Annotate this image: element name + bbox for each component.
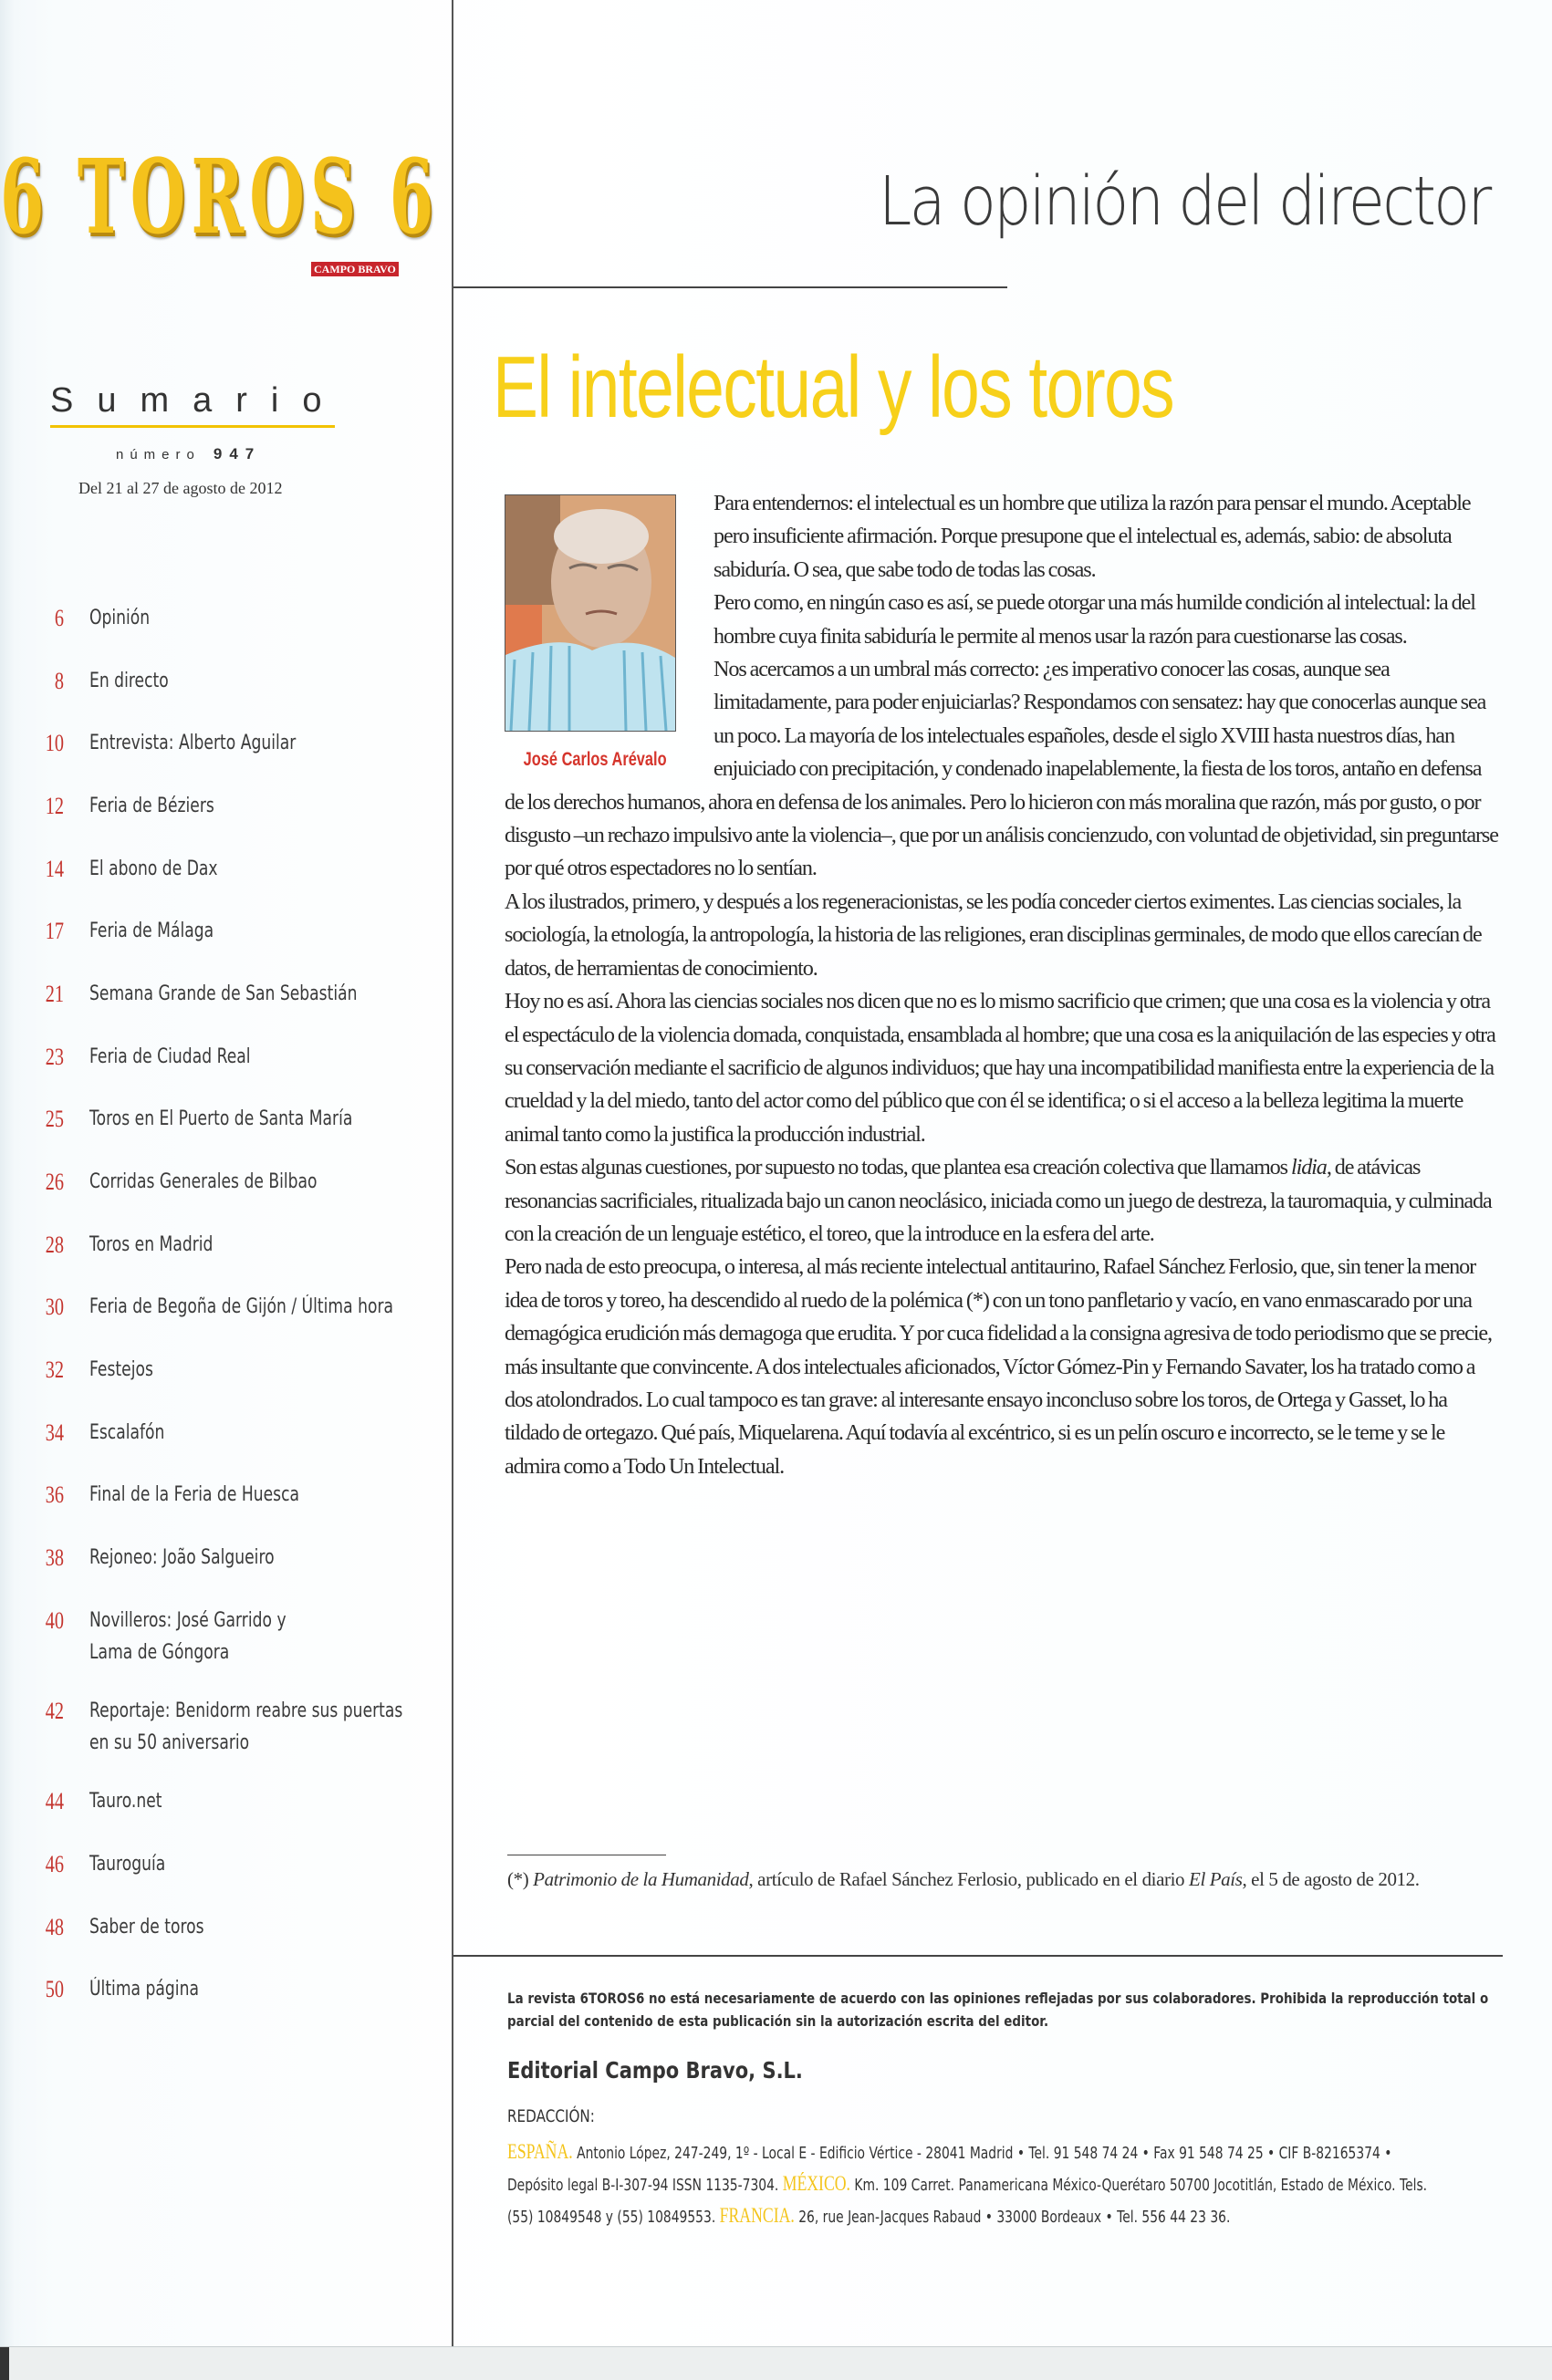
disclaimer: La revista 6TOROS6 no está necesariamente de acuerdo con las opiniones reflejadas por sus colaboradores. Prohibida la reproducción total o parcial del contenido de esta publicación sin la autorización escrita del editor. <box>507 1990 1489 2030</box>
toc-page-number: 8 <box>54 668 64 694</box>
toc-item[interactable] <box>0 981 429 1017</box>
toc-page-number: 25 <box>45 1106 64 1132</box>
toc-item[interactable] <box>0 730 429 766</box>
office-address: Antonio López, 247-249, 1º - Local E - Edificio Vértice - 28041 Madrid • Tel. 91 548 74 24 • Fax 91 548 74 25 • CIF B-82165374 • Depósito legal B-I-307-94 ISSN 1135-7304. <box>507 2144 1392 2195</box>
toc-item[interactable] <box>0 1698 429 1754</box>
article-paragraph: Hoy no es así. Ahora las ciencias sociales nos dicen que no es lo mismo sacrificio que crimen; que una cosa es la violencia y otra el espectáculo de la violencia domada, conquistada, ensamblada al hombre; que una cosa es la aniquilación de las especies y otra su conservación mediante el sacrificio de algunos individuos; que hay una incompatibilidad manifiesta entre la experiencia de la crueldad y la del miedo, tanto del actor como del público que con él se identifica; o si el acceso a la belleza legitima la muerte animal tanto como la justifica la producción industrial. <box>505 989 1495 1147</box>
section-rule <box>453 286 1007 288</box>
scan-edge-shadow <box>0 2347 9 2380</box>
toc-page-number: 46 <box>45 1851 64 1877</box>
footnote-newspaper: El País <box>1189 1868 1243 1890</box>
toc-label-continued: Lama de Góngora <box>89 1641 230 1664</box>
toc-item[interactable] <box>0 1481 429 1518</box>
toc-label: Tauro.net <box>89 1790 162 1813</box>
article-body <box>505 487 1499 1837</box>
toc-page-number: 21 <box>45 981 64 1007</box>
toc-page-number: 26 <box>45 1169 64 1195</box>
toc-label: Saber de toros <box>89 1916 204 1938</box>
toc-label: Última página <box>89 1978 199 2001</box>
toc-label: Feria de Begoña de Gijón / Última hora <box>89 1295 394 1318</box>
country-label: FRANCIA. <box>719 2204 795 2227</box>
toc-page-number: 6 <box>54 605 64 631</box>
footnote-title: Patrimonio de la Humanidad <box>533 1868 749 1890</box>
toc-page-number: 14 <box>45 856 64 882</box>
footer-rule <box>453 1955 1503 1957</box>
footnote-text: , artículo de Rafael Sánchez Ferlosio, publicado en el diario <box>748 1868 1190 1890</box>
toc-item[interactable] <box>0 1976 429 2012</box>
article-paragraph <box>505 1151 1499 1251</box>
toc-label: Corridas Generales de Bilbao <box>89 1170 318 1193</box>
toc-label: Toros en Madrid <box>89 1233 214 1256</box>
toc-label: Final de la Feria de Huesca <box>89 1483 300 1506</box>
toc-label: Escalafón <box>89 1421 165 1444</box>
toc-page-number: 48 <box>45 1914 64 1940</box>
toc-page-number: 28 <box>45 1232 64 1258</box>
article-paragraph: Pero nada de esto preocupa, o interesa, al más reciente intelectual antitaurino, Rafael Sánchez Ferlosio, que, sin tener la menor idea de toros y toreo, ha descendido al ruedo de la polémica (*) con un tono panfletario y vacío, en vano enmascarado por una demagógica erudición más demagoga que erudita. Y por cuca fidelidad a la consigna agresiva de todo periodismo que se precie, más insultante que convincente. A dos intelectuales aficionados, Víctor Gómez-Pin y Fernando Savater, los ha tratado como a dos atolondrados. Lo cual tampoco es tan grave: al interesante ensayo inconcluso sobre los toros, de Ortega y Gasset, lo ha tildado de ortegazo. Qué país, Miquelarena. Aquí todavía al excéntrico, si es un pelín oscuro e incorrecto, se le teme y se le admira como a Todo Un Intelectual. <box>505 1254 1492 1479</box>
toc-label: Semana Grande de San Sebastián <box>89 982 358 1005</box>
toc-page-number: 23 <box>45 1044 64 1070</box>
toc-page-number: 42 <box>45 1698 64 1724</box>
toc-page-number: 50 <box>45 1976 64 2002</box>
toc-label: Feria de Béziers <box>89 795 214 817</box>
toc-label: Feria de Ciudad Real <box>89 1045 251 1068</box>
paragraph-text: , de atávicas resonancias sacrificiales, ritualizada bajo un canon neoclásico, iniciada como un juego de destreza, la tauromaquia, y culminada con la creación de un lenguaje estético, el toreo, que la introduce en la esfera del arte. <box>505 1155 1492 1246</box>
article-headline: El intelectual y los toros <box>493 338 1174 436</box>
article-paragraph: Nos acercamos a un umbral más correcto: ¿es imperativo conocer las cosas, aunque sea limitadamente, para poder enjuiciarlas? Respondamos con sensatez: hay que conocerlas aunque sea un poco. La mayoría de los intelectuales españoles, desde el siglo XVIII hasta nuestros días, han enjuiciado con precipitación, y condenado inapelablemente, la fiesta de los toros, antaño en defensa de los derechos humanos, ahora en defensa de los animales. Pero lo hicieron con más moralina que razón, más por gusto, o por disgusto –un rechazo impulsivo ante la violencia–, que por un análisis concienzudo, con voluntad de objetividad, sin preguntarse por qué otros espectadores no lo sentían. <box>505 657 1498 881</box>
photo-float-spacer <box>505 487 714 777</box>
italic-term: lidia <box>1290 1155 1327 1180</box>
toc-page-number: 10 <box>45 730 64 756</box>
scan-edge <box>0 2346 1552 2380</box>
footnote <box>507 1866 1497 1892</box>
toc-item[interactable] <box>0 856 429 892</box>
toc-page-number: 40 <box>45 1607 64 1634</box>
article-paragraph: A los ilustrados, primero, y después a los regeneracionistas, se les podía conceder ciertos eximentes. Las ciencias sociales, la sociología, la etnología, la antropología, la historia de las religiones, eran disciplinas germinales, de modo que ellos carecían de datos, de herramientas de conocimiento. <box>505 889 1482 981</box>
toc-item[interactable] <box>0 1044 429 1080</box>
toc-label: Rejoneo: João Salgueiro <box>89 1546 275 1569</box>
footnote-text: , el 5 de agosto de 2012. <box>1242 1868 1420 1890</box>
toc-label: Festejos <box>89 1358 153 1381</box>
column-divider <box>452 0 453 2346</box>
toc-label-continued: en su 50 aniversario <box>89 1731 250 1754</box>
toc-item[interactable] <box>0 1169 429 1205</box>
toc-item[interactable] <box>0 1544 429 1581</box>
toc-item[interactable] <box>0 1232 429 1268</box>
toc-label: Feria de Málaga <box>89 920 214 942</box>
article-paragraph: Pero como, en ningún caso es así, se puede otorgar una más humilde condición al intelectual: la del hombre cuya finita sabiduría le permite al menos usar la razón para cuestionarse las cosas. <box>714 590 1475 649</box>
toc-page-number: 36 <box>45 1481 64 1508</box>
toc-item[interactable] <box>0 668 429 704</box>
logo-text: 6 TOROS 6 <box>0 138 440 257</box>
country-label: MÉXICO. <box>782 2172 851 2195</box>
author-name: José Carlos Arévalo <box>523 749 667 770</box>
country-label: ESPAÑA. <box>507 2140 573 2163</box>
toc-page-number: 30 <box>45 1294 64 1320</box>
toc-item[interactable] <box>0 605 429 641</box>
paragraph-text: Son estas algunas cuestiones, por supuesto no todas, que plantea esa creación colectiva que llamamos <box>505 1155 1291 1180</box>
toc-label: En directo <box>89 670 169 692</box>
sumario-title: Sumario <box>50 381 346 420</box>
office-address: Km. 109 Carret. Panamericana México-Querétaro 50700 Jocotitlán, Estado de México. Tels. (55) 10849548 y (55) 10849553. <box>507 2176 1428 2227</box>
toc-label: Opinión <box>89 607 151 629</box>
footnote-mark: (*) <box>507 1868 534 1890</box>
toc-item[interactable] <box>0 1914 429 1950</box>
toc-item[interactable] <box>0 918 429 954</box>
toc-label: Reportaje: Benidorm reabre sus puertas <box>89 1699 403 1722</box>
toc-item[interactable] <box>0 1106 429 1142</box>
issue-date: Del 21 al 27 de agosto de 2012 <box>78 479 283 497</box>
toc-item[interactable] <box>0 1294 429 1330</box>
toc-label: Toros en El Puerto de Santa María <box>89 1107 353 1130</box>
toc-page-number: 34 <box>45 1419 64 1446</box>
magazine-logo <box>0 138 440 257</box>
toc-label: Novilleros: José Garrido y <box>89 1609 286 1632</box>
office-address: 26, rue Jean-Jacques Rabaud • 33000 Bordeaux • Tel. 556 44 23 36. <box>794 2208 1231 2227</box>
toc-page-number: 44 <box>45 1788 64 1814</box>
toc-label: Tauroguía <box>89 1853 166 1876</box>
toc-item[interactable] <box>0 1851 429 1887</box>
toc-label: El abono de Dax <box>89 857 218 880</box>
toc-page-number: 32 <box>45 1356 64 1383</box>
toc-item[interactable] <box>0 793 429 829</box>
logo-badge: CAMPO BRAVO <box>310 261 400 277</box>
toc-label: Entrevista: Alberto Aguilar <box>89 732 297 754</box>
section-title: La opinión del director <box>879 162 1490 241</box>
toc-page-number: 38 <box>45 1544 64 1571</box>
toc-item[interactable] <box>0 1419 429 1456</box>
redaccion-label: REDACCIÓN: <box>507 2106 595 2126</box>
toc-item[interactable] <box>0 1356 429 1393</box>
publisher-name: Editorial Campo Bravo, S.L. <box>507 2057 803 2084</box>
toc-page-number: 12 <box>45 793 64 819</box>
issue-number-value: 947 <box>213 445 262 462</box>
issue-number-label: número <box>116 447 201 462</box>
article-paragraph: Para entendernos: el intelectual es un hombre que utiliza la razón para pensar el mundo. Aceptable pero insuficiente afirmación. Porque presupone que el intelectual es, además, sabio: de absoluta sabiduría. O sea, que sabe todo de todas las cosas. <box>714 491 1471 582</box>
office-addresses <box>507 2136 1449 2232</box>
sumario-underline <box>50 425 335 428</box>
toc-item[interactable] <box>0 1607 429 1664</box>
toc-item[interactable] <box>0 1788 429 1824</box>
issue-number <box>116 445 261 463</box>
toc-page-number: 17 <box>45 918 64 944</box>
